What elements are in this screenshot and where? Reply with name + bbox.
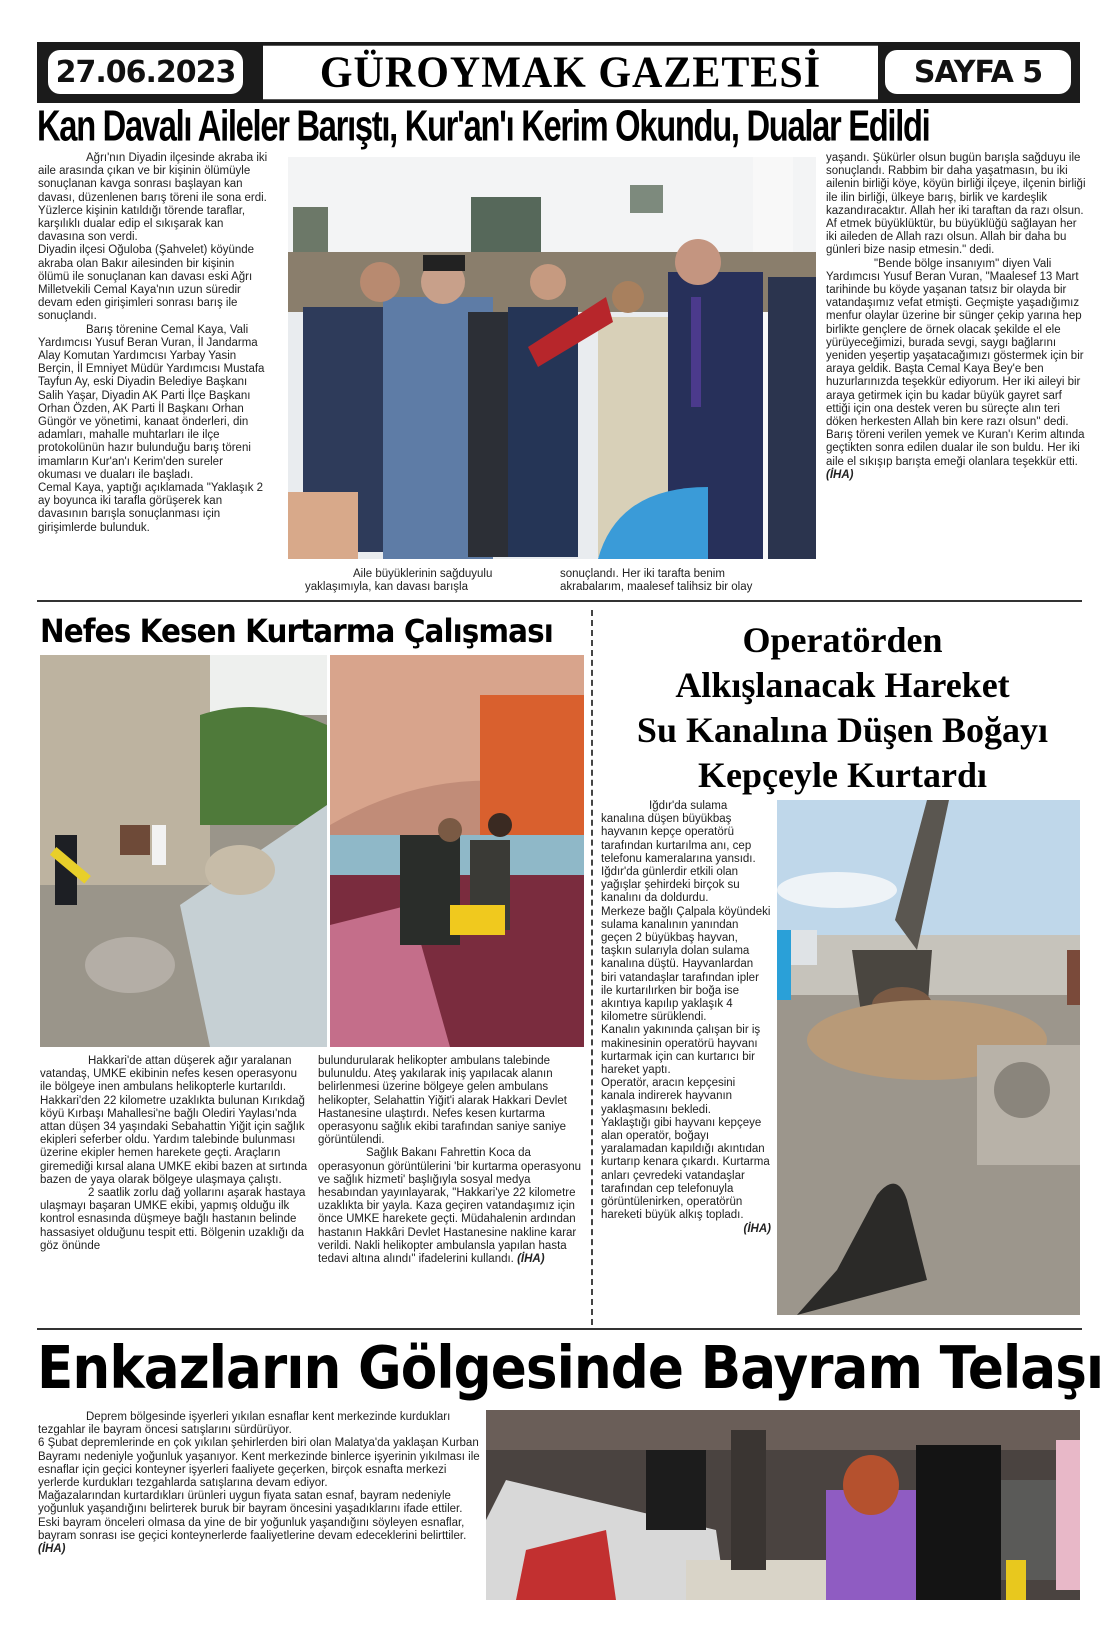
newspaper-title: GÜROYMAK GAZETESİ [263,46,878,100]
market-crowd-photo-icon [486,1410,1080,1600]
article2-photo-right [330,655,584,1047]
article1-under-photo-left: Aile büyüklerinin sağduyulu yaklaşımıyla, kan davası barışla [305,568,493,594]
article2-paragraph: 2 saatlik zorlu dağ yollarını aşarak hastaya ulaşmayı başaran UMKE ekibi, yapmış olduğu ilk kontrol esnasında düşmeye bağlı hastanın belinde hassasiyet olduğunu tespit etti. Bölgenin uzaklığı da göz önünde [40,1187,306,1252]
article1-headline: Kan Davalı Aileler Barıştı, Kur'an'ı Kerim Okundu, Dualar Edildi [37,102,930,152]
article3-headline: Operatörden Alkışlanacak Hareket Su Kanalına Düşen Boğayı Kepçeyle Kurtardı [636,620,1049,795]
article1-paragraph: "Bende bölge insanıyım" diyen Vali Yardımcısı Yusuf Beran Vuran, "Maalesef 13 Mart tarihinde bu köyde yaşanan tatsız bir olayda bir vatandaşımız vefat etmişti. Geçmişte yaşadığımız menfur olaylar üzerine bir sünger çekip yarına hep birlikte gençlere de örnek olacak şekilde el ele yürüyeceğimizi, burada sevgi, saygı bağlarını yeniden yeşertip yaşatacağımızı göstermek için bir araya geldik. Başta Cemal Kaya Bey'e ben huzurlarınızda teşekkür ediyorum. Her iki aileyi bir araya getirmek için bu kadar büyük gayret sarf ettiği için ona destek veren bu süreçte alın teri döken herkesten Allah bin kere razı olsun" dedi. [826,257,1084,429]
article1-paragraph: Cemal Kaya, yaptığı açıklamada "Yaklaşık 2 ay boyunca iki tarafla görüşerek kan davasının barışla sonuçlanması için girişimlerde bulunduk. [38,482,264,534]
article4-headline: Enkazların Gölgesinde Bayram Telaşı [37,1334,1104,1403]
article2-paragraph: Sağlık Bakanı Fahrettin Koca da operasyonun görüntülerini 'bir kurtarma operasyonu ve sağlık hizmeti' başlığıyla sosyal medya hesabından yayınlayarak, "Hakkari'ye 22 kilometre uzaklıkta bir yayla. Kaza geçiren vatandaşımız için önce UMKE harekete geçti. Müdahalenin ardından hastanın Hakkâri Devlet Hastanesine nakline karar verildi. Nakli helikopter ambulansla yapılan hasta tedavi altına alındı" ifadelerini kullandı. (İHA) [318,1147,582,1266]
section-divider [37,600,1082,602]
article2-paragraph: Hakkari'de attan düşerek ağır yaralanan vatandaş, UMKE ekibinin nefes kesen operasyonu ile bölgeye inen ambulans helikopterle kurtarıldı. [40,1055,297,1094]
article2-paragraph: bulundurularak helikopter ambulans talebinde bulunuldu. Ateş yakılarak iniş yapılacak alanın belirlenmesi üzerine bölgeye gelen ambulans helikopter, Selahattin Yiğit'i alarak Hakkari Devlet Hastanesine ulaştırdı. Nefes kesen kurtarma operasyonu sağlık ekibi tarafından saniye saniye görüntülendi. [318,1055,567,1147]
article3-paragraph: Iğdır'da sulama kanalına düşen büyükbaş hayvanın kepçe operatörü tarafından kurtarılma anı, cep telefonu kameralarına yansıdı. [601,800,756,865]
page-number: SAYFA 5 [885,50,1071,94]
article1-column-1 [38,152,268,535]
news-agency-credit: (İHA) [517,1253,545,1266]
article2-headline: Nefes Kesen Kurtarma Çalışması [40,612,553,650]
article3-paragraph: Operatör, aracın kepçesini kanala indirerek hayvanın yaklaşmasını bekledi. [601,1077,736,1116]
article4-photo [486,1410,1080,1600]
article2-paragraph: Hakkari'den 22 kilometre uzaklıkta bulunan Kırıkdağ köyü Kırbaşı Mahallesi'ne bağlı Olediri Yaylası'nda attan düşen 34 yaşındaki Sebahattin Yiğit için sağlık ekipleri seferber oldu. Yardım talebinde bulunması üzerine ekipler hemen harekete geçti. Araçların giremediği kırsal alana UMKE ekibi bazen at sırtında bazen de yaya olarak bölgeye ulaşmaya çalıştı. [40,1094,308,1186]
article1-paragraph: Ağrı'nın Diyadin ilçesinde akraba iki aile arasında çıkan ve bir kişinin ölümüyle sonuçlanan kavga sonrası başlayan kan davası, düzenlenen barış töreni ile sona erdi. Yüzlerce kişinin katıldığı törende taraflar, karşılıklı dualar edip el sıkışarak kan davasına son verdi. [38,152,268,244]
article4-paragraph: Eski bayram önceleri olmasa da yine de bir yoğunluk yaşandığını söyleyen esnaflar, bayram sonrası ise geçici konteynerlerde faaliyetlerine devam edeceklerini belirttiler. (İHA) [38,1516,467,1556]
news-agency-credit: (İHA) [826,468,854,481]
column-separator [591,610,593,1325]
masthead [37,42,1080,103]
article1-photo [288,157,816,559]
article3-paragraph: Kanalın yakınında çalışan bir iş makinesinin operatörü hayvanı kurtarmak için can kurtarıcı bir hareket yaptı. [601,1024,761,1077]
article1-column-3 [826,152,1086,482]
article4-paragraph: 6 Şubat depremlerinde en çok yıkılan şehirlerden biri olan Malatya'da yaklaşan Kurban Bayramı nedeniyle yoğunluk yaşanıyor. Kent merkezinde binlerce işyerinin yıkılması ile esnaflar için geçici konteyner işyerleri faaliyete geçerken, birçok esnafta merkezi yerlerde kurdukları tezgahlarda satışlarına devam ediyor. [38,1437,480,1490]
article3-column [601,800,771,1236]
news-agency-credit: (İHA) [743,1222,771,1235]
article1-paragraph: Barış törenine Cemal Kaya, Vali Yardımcısı Yusuf Beran Vuran, İl Jandarma Alay Komutan Yardımcısı Yarbay Yasin Berçin, İl Emniyet Müdür Yardımcısı Mustafa Tayfun Ay, eski Diyadin Belediye Başkanı Salih Yaşar, Diyadin AK Parti İlçe Başkanı Orhan Özden, AK Parti İl Başkanı Orhan Güngör ve yönetimi, kanaat önderleri, din adamları, mahalle muhtarları ile ilçe protokolünün hazır bulunduğu barış töreni imamların Kur'an'ı Kerim'den sureler okuması ve duaları ile başladı. [38,323,265,481]
article1-paragraph: yaşandı. Şükürler olsun bugün barışla sağduyu ile sonuçlandı. Rabbim bir daha yaşatmasın, bu iki ailenin birliği köye, köyün birliği ilçeye, ilçenin birliği ile ilin birliği, ülkeye barış, birlik ve kardeşlik kazandıracaktır. Allah her iki taraftan da razı olsun. Af etmek büyüklüktür, bu büyüklüğü sağlayan her iki aileden de Allah razı olsun. Allah bir daha bu günleri bize nasip etmesin." dedi. [826,152,1086,257]
article2-column-1 [40,1055,310,1253]
article3-photo [777,800,1080,1315]
article2-column-2 [318,1055,586,1266]
article3-paragraph: Merkeze bağlı Çalpala köyündeki sulama kanalının yanından geçen 2 büyükbaş hayvan, taşkın sularıyla dolan sulama kanalına düştü. Hayvanlardan biri vatandaşlar tarafından ipler ile kurtarılırken bir boğa ise akıntıya kapılıp yaklaşık 4 kilometre sürüklendi. [601,905,771,1024]
article1-paragraph: Barış töreni verilen yemek ve Kuran'ı Kerim altında geçtikten sonra edilen dualar ile son buldu. Her iki aile el sıkışıp barışta emeği olanlara teşekkür etti. (İHA) [826,429,1085,481]
article4-text [38,1411,483,1556]
issue-date: 27.06.2023 [48,50,243,94]
article4-paragraph: Deprem bölgesinde işyerleri yıkılan esnaflar kent merkezinde kurdukları tezgahlar ile bayram öncesi satışlarını sürdürüyor. [38,1411,451,1437]
article4-paragraph: Mağazalarından kurtardıkları ürünleri uygun fiyata satan esnaf, bayram nedeniyle yoğunluk yaşandığını belirterek buruk bir bayram öncesini yaşadıklarını ifade ettiler. [38,1490,463,1516]
article3-paragraph: Iğdır'da günlerdir etkili olan yağışlar şehirdeki birçok su kanalını da doldurdu. [601,866,740,905]
ceremony-photo-icon [288,157,816,559]
mountain-rescue-photo-icon [40,655,327,1047]
tent-first-aid-photo-icon [330,655,584,1047]
article1-paragraph: Diyadin ilçesi Oğuloba (Şahvelet) köyünde akraba olan Bakır ailesinden bir kişinin ölümü ile sonuçlanan kan davası eski Ağrı Milletvekili Cemal Kaya'nın uzun süredir devam eden girişimleri sonrası barış ile sonuçlandı. [38,244,255,323]
article2-photo-left [40,655,327,1047]
news-agency-credit: (İHA) [38,1543,66,1556]
excavator-photo-icon [777,800,1080,1315]
section-divider [37,1328,1082,1330]
article3-paragraph: Yaklaştığı gibi hayvanı kepçeye alan operatör, boğayı yaralamadan kapıldığı akıntıdan kurtarıp kenara çıkardı. Kurtarma anları çevredeki vatandaşlar tarafından cep telefonuyla görüntülenirken, operatörün hareketi büyük alkış topladı. [601,1116,770,1222]
article1-under-photo-right: sonuçlandı. Her iki tarafta benim akrabalarım, maalesef talihsiz bir olay [560,568,753,594]
